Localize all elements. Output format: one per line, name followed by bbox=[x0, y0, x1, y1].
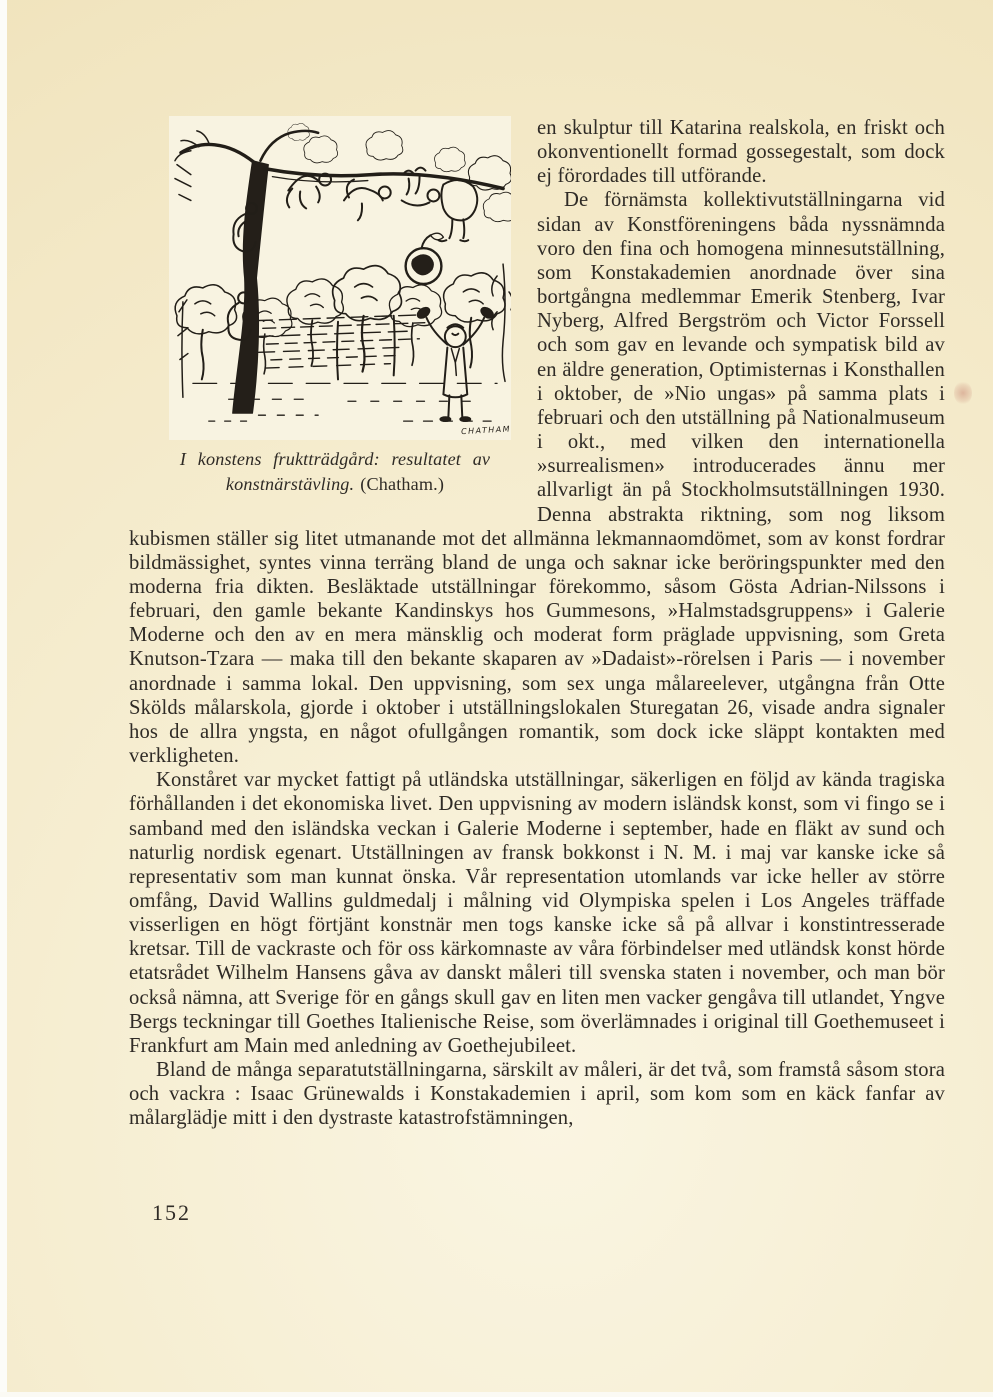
figure-caption-line1: I konstens fruktträdgård: resultatet av bbox=[179, 449, 491, 469]
page-text-block bbox=[129, 116, 945, 1131]
figure-caption bbox=[129, 447, 515, 497]
figure-caption-credit: (Chatham.) bbox=[360, 474, 445, 494]
background-trees bbox=[175, 264, 511, 397]
page-number: 152 bbox=[152, 1200, 191, 1225]
raised-arms-figure bbox=[415, 305, 495, 422]
body-paragraph-1: en skulptur till Katarina realskola, en friskt och okonventionellt formad gossegestalt, som dock ej förordades till utförande. bbox=[537, 117, 945, 188]
body-paragraph-3: Konståret var mycket fattigt på utländska utställningar, säkerligen en följd av kända tragiska förhållanden i det ekonomiska livet. Den uppvisning av modern isländsk konst, som vi fingo se i samband med den isländska veckan i Galerie Moderne i september, hade en fläkt av sund och naturlig nordisk egenart. Utställningen av fransk bokkonst i N. M. i maj var kanske icke så representativ som man kunnat önska. Vår representation utomlands var icke heller av större omfång, David Wallins guldmedalj i målning vid Olympiska spelen i Los Angeles träffade visserligen en högt förtjänt konstnär men togs kanske icke så på allvar i konstintresserade kretsar. Till de vackraste och för oss kärkomnaste av våra förbindelser med utländsk konst hörde etatsrådet Wilhelm Hansens gåva av danskt måleri till svenska staten i november, och man bör också nämna, att Sverige för en gångs skull gav en liten men vacker gengåva till utlandet, Yngve Bergs teckningar till Goethes Italienische Reise, som överlämnades i original till Goethemuseet i Frankfurt am Main med anledning av Goethejubileet. bbox=[129, 769, 945, 1057]
figure-orchard bbox=[129, 116, 537, 504]
figure-caption-line2 bbox=[155, 472, 515, 497]
body-paragraph-4: Bland de många separatutställningarna, särskilt av måleri, är det två, som framstå såsom stora och vackra : Isaac Grünewalds i Konstakademien i april, som kom som en käck fanfar av målarglädje mitt i den dystraste katastrofstämningen, bbox=[129, 1059, 945, 1130]
illustration-plate bbox=[169, 116, 511, 440]
figure-caption-title: konstnärstävling. bbox=[225, 474, 355, 494]
scan-edge-bottom bbox=[0, 1392, 993, 1397]
scan-edge-left bbox=[0, 0, 7, 1397]
scanned-book-page bbox=[7, 0, 993, 1392]
big-fruit-tree bbox=[175, 123, 511, 413]
orchard-illustration bbox=[169, 116, 511, 440]
artist-signature: CHATHAM bbox=[460, 424, 511, 437]
body-paragraph-2: De förnämsta kollektivutställningarna vid sidan av Konstföreningens båda nyssnämnda voro den fina och homogena minnesutställning, som Konstakademien anordnade över sina bortgångna medlemmar Emerik Stenberg, Ivar Nyberg, Alfred Bergström och Victor Forssell och som gav en levande och sympatisk bild av en äldre generation, Optimisternas i Konsthallen i oktober, de »Nio ungas» på samma plats i februari och den utställning på Nationalmuseum i okt., med vilken den internationella »surrealismen» introducerades ännu mer allvarligt än på Stockholmsutställningen 1930. Denna abstrakta riktning, som nog liksom kubismen ställer sig litet utmanande mot det allmänna lekmannaomdömet, som av konst fordrar bildmässighet, syntes vinna terräng bland de unga och saknar icke beröringspunkter med den moderna fria dikten. Besläktade utställningar förekommo, såsom Gösta Adrian-Nilssons i februari, den gamle bekante Kandinskys hos Gummesons, »Halmstadsgruppens» i Galerie Moderne och den av en mera mänsklig och moderat form präglade uppvisning, som Greta Knutson-Tzara — maka till den bekante skaparen av »Dadaist»-rörelsen i Paris — i november anordnade i samma lokal. Den uppvisning, som sex unga målareelever, utgångna från Otte Skölds målarskola, gjorde i oktober i utställningslokalen Sturegatan 26, visade andra signaler hos de allra yngsta, en något ofullgången romantik, som dock icke släppt kontakten med verkligheten. bbox=[129, 189, 945, 768]
paper-stain bbox=[954, 381, 972, 405]
